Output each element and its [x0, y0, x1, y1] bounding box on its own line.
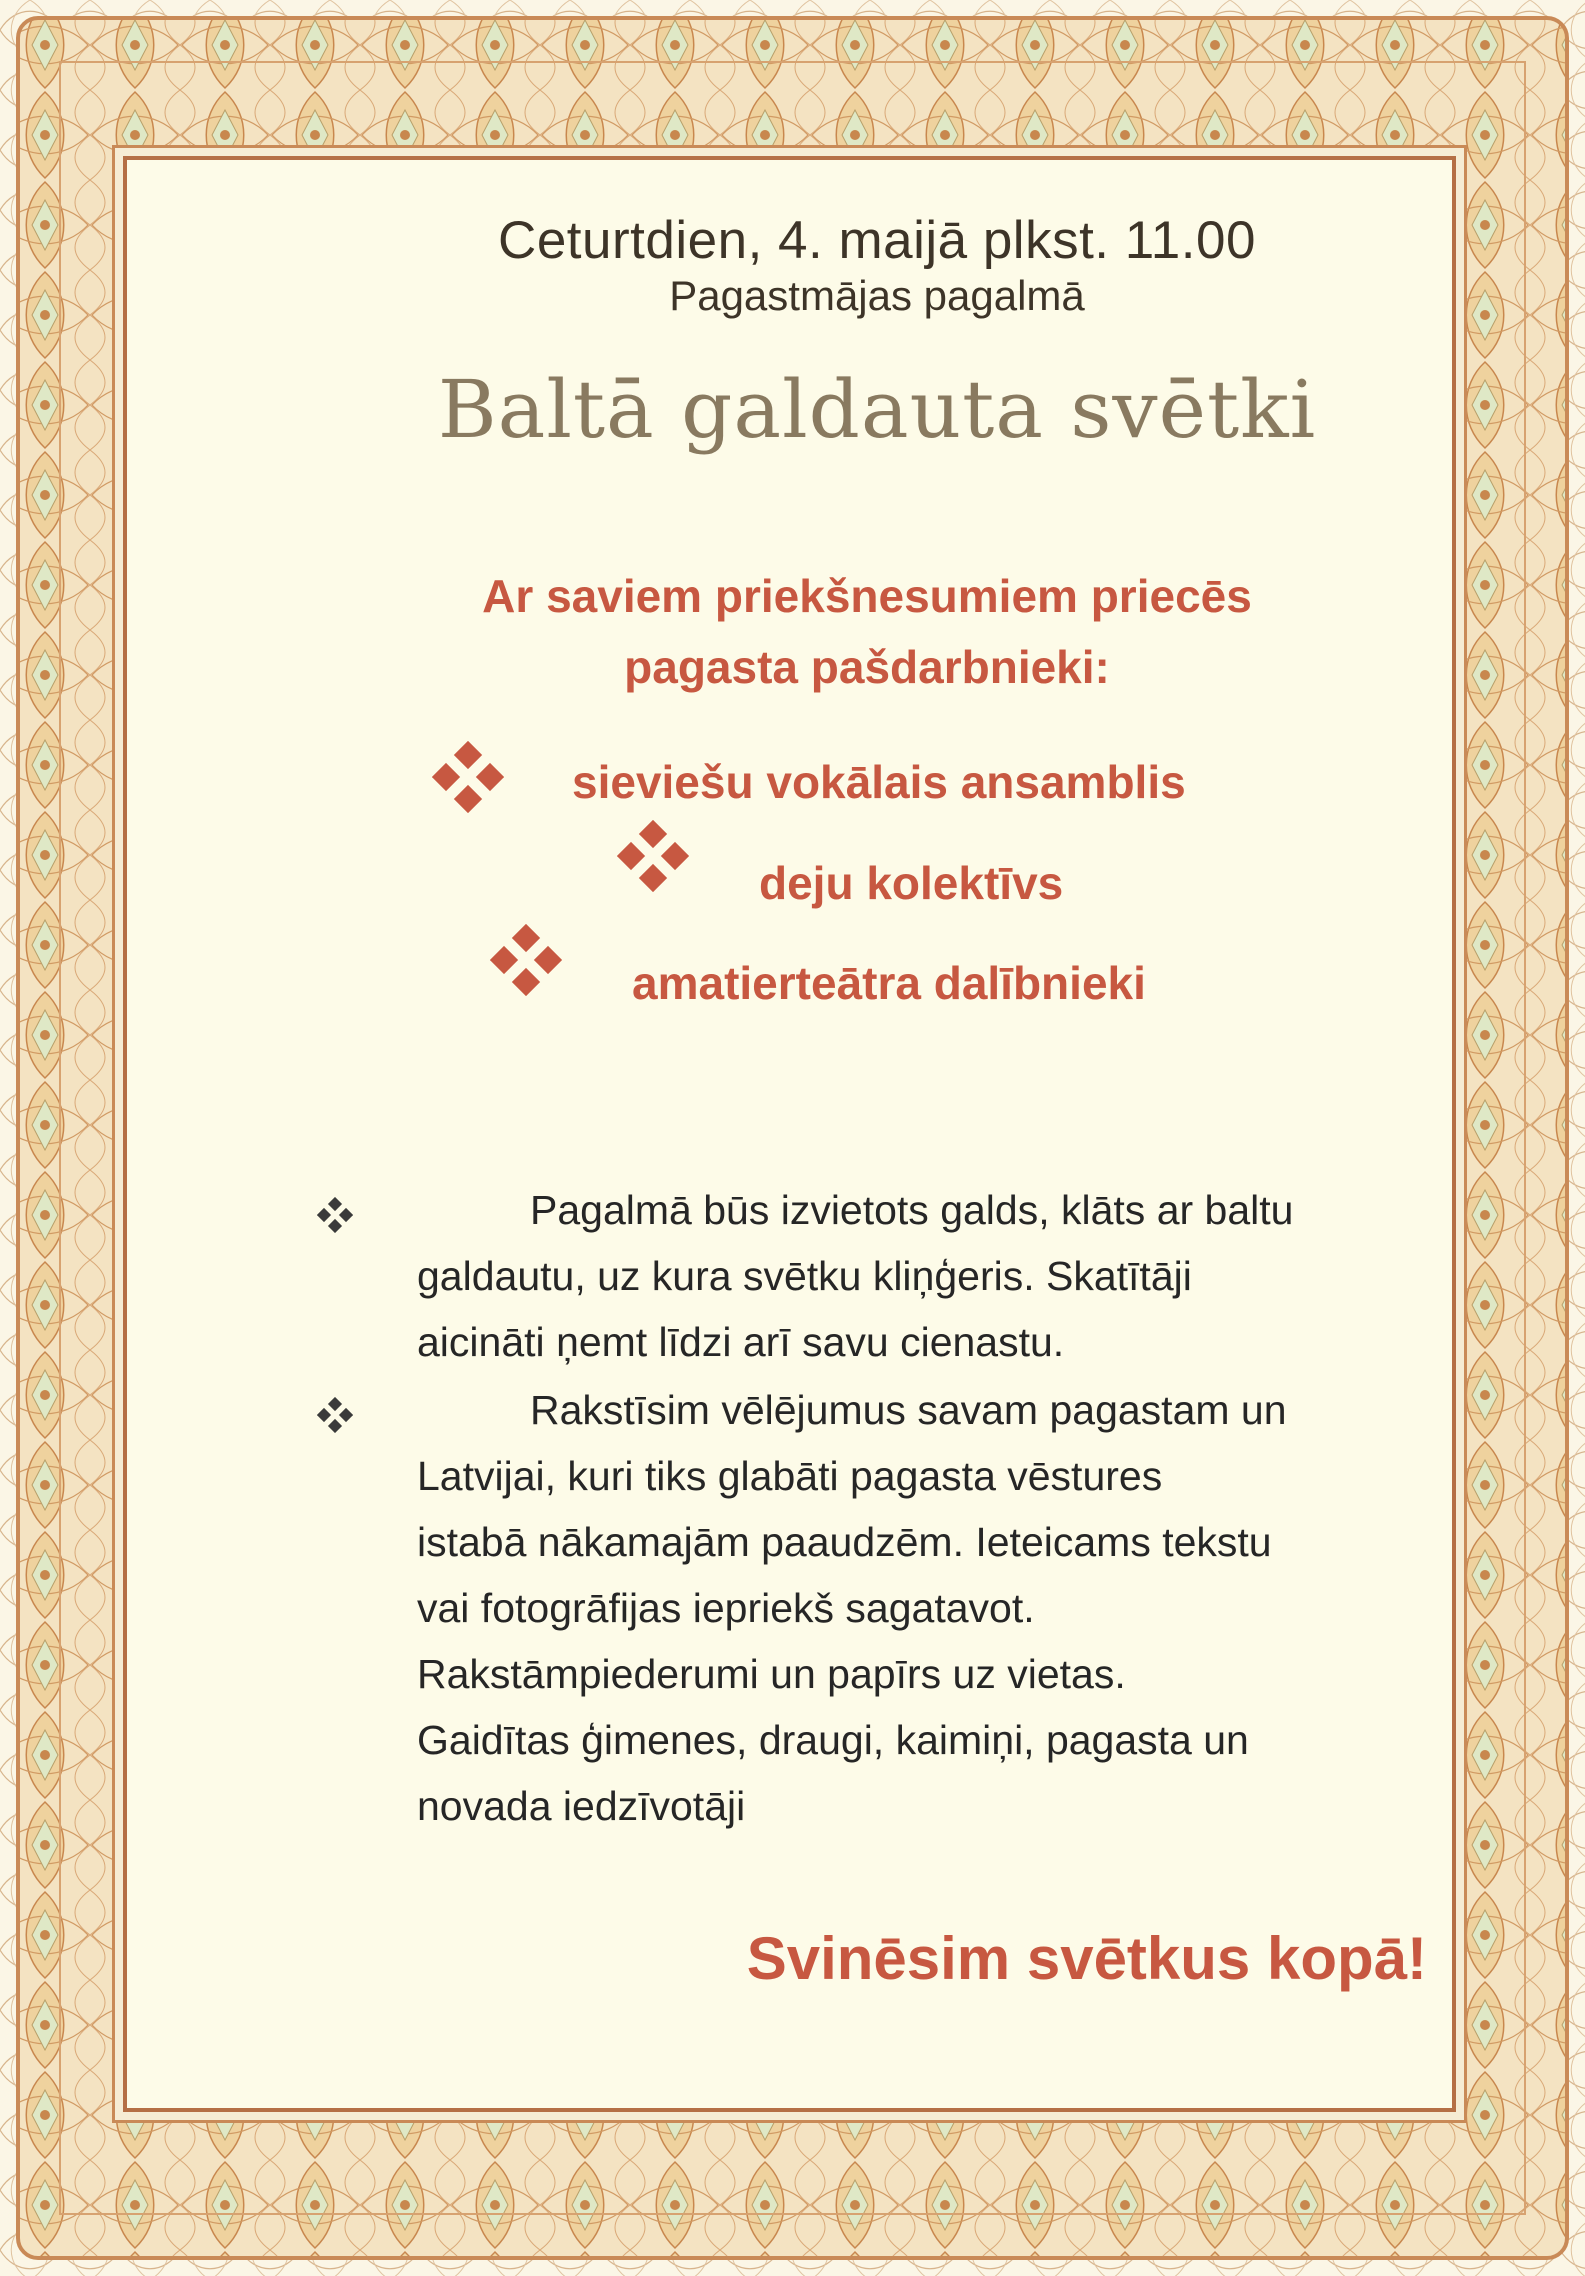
performers-intro-line-2: pagasta pašdarbnieki:	[624, 641, 1110, 693]
performers-intro-line-1: Ar saviem priekšnesumiem priecēs	[482, 570, 1252, 622]
info-item-table-cake	[317, 1177, 1457, 1375]
diamond-cluster-icon	[317, 1397, 353, 1433]
event-date-time: Ceturtdien, 4. maijā plkst. 11.00	[498, 211, 1256, 270]
info-item-wishes	[317, 1377, 1457, 1839]
content-panel	[123, 156, 1456, 2112]
info-line: Rakstāmpiederumi un papīrs uz vietas.	[417, 1651, 1126, 1697]
info-line: aicināti ņemt līdzi arī savu cienastu.	[417, 1319, 1065, 1365]
info-line	[317, 1177, 1457, 1243]
info-line: Gaidītas ģimenes, draugi, kaimiņi, pagasta un	[417, 1717, 1249, 1763]
info-line: novada iedzīvotāji	[417, 1783, 746, 1829]
info-line: vai fotogrāfijas iepriekš sagatavot.	[417, 1585, 1035, 1631]
performer-group: deju kolektīvs	[759, 857, 1064, 909]
performers-intro	[327, 561, 1407, 703]
event-location: Pagastmājas pagalmā	[669, 272, 1085, 319]
info-text: Rakstīsim vēlējumus savam pagastam un	[530, 1387, 1287, 1433]
info-line: galdautu, uz kura svētku kliņģeris. Skatītāji	[417, 1253, 1192, 1299]
info-line: Latvijai, kuri tiks glabāti pagasta vēstures	[417, 1453, 1163, 1499]
info-text: Pagalmā būs izvietots galds, klāts ar baltu	[530, 1187, 1294, 1233]
closing-slogan: Svinēsim svētkus kopā!	[746, 1925, 1427, 1992]
diamond-cluster-icon	[432, 741, 504, 813]
event-title: Baltā galdauta svētki	[437, 363, 1317, 456]
performer-group: sieviešu vokālais ansamblis	[572, 756, 1186, 808]
performer-group: amatierteātra dalībnieki	[632, 957, 1146, 1009]
info-line	[317, 1377, 1457, 1443]
diamond-cluster-icon	[490, 924, 562, 996]
diamond-cluster-icon	[617, 820, 689, 892]
diamond-cluster-icon	[317, 1197, 353, 1233]
info-line: istabā nākamajām paaudzēm. Ieteicams tekstu	[417, 1519, 1272, 1565]
